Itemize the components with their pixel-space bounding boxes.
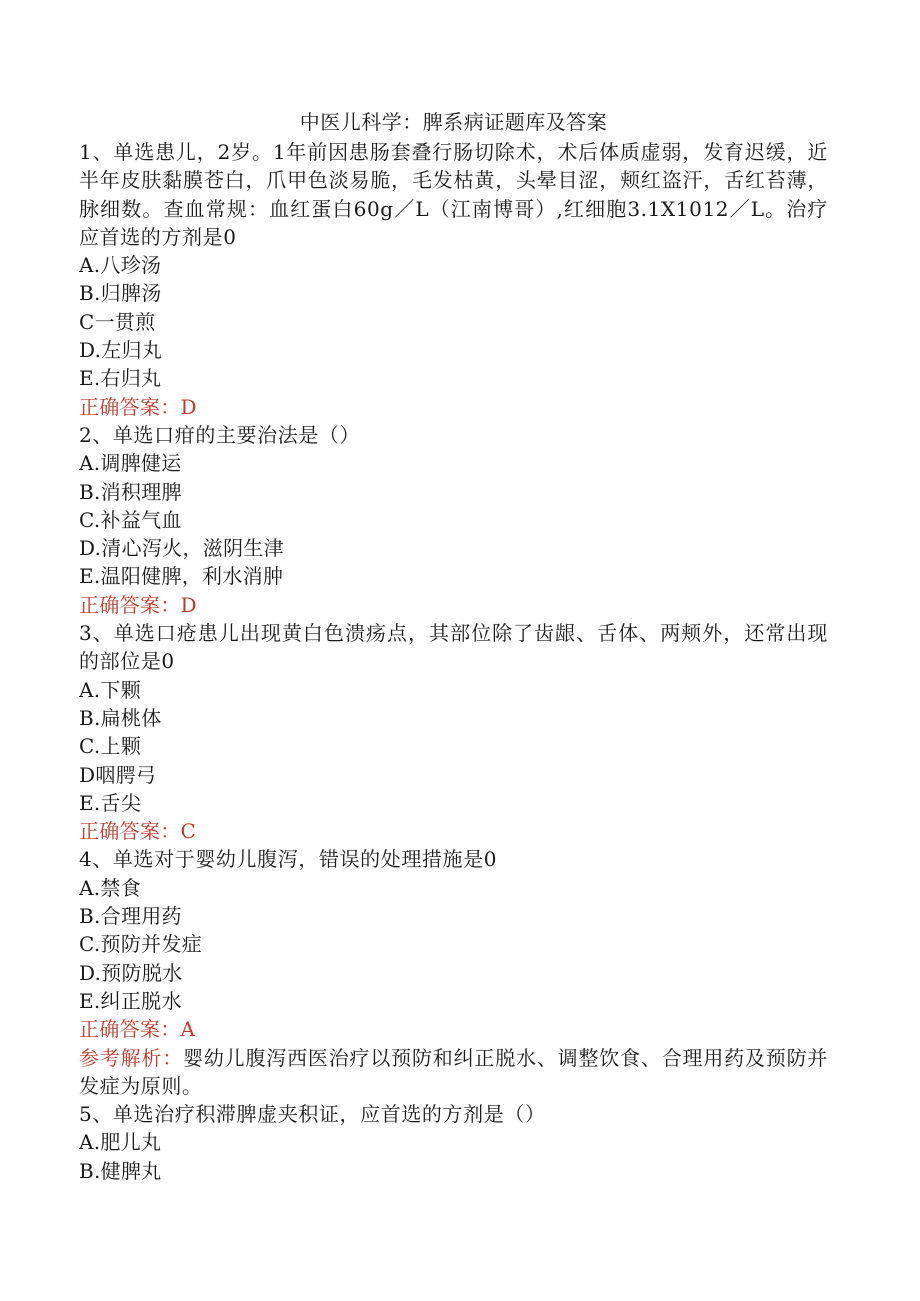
question-3-option-e: E.舌尖 bbox=[79, 790, 142, 815]
question-3-option-c: C.上颗 bbox=[79, 734, 142, 759]
document-title: 中医儿科学：脾系病证题库及答案 bbox=[299, 110, 608, 134]
question-4-option-e: E.纠正脱水 bbox=[79, 988, 182, 1013]
question-1-option-c: C一贯煎 bbox=[79, 309, 156, 334]
answer-label: 正确答案： bbox=[79, 394, 181, 419]
answer-label: 正确答案： bbox=[79, 1017, 181, 1042]
question-1-option-d: D.左归丸 bbox=[79, 338, 163, 363]
question-4-answer bbox=[79, 1015, 828, 1043]
question-1-option-a: A.八珍汤 bbox=[79, 253, 162, 278]
question-3-answer bbox=[79, 817, 828, 845]
question-3-option-b: B.扁桃体 bbox=[79, 705, 162, 730]
answer-label: 正确答案： bbox=[79, 819, 181, 844]
question-5-option-a: A.肥儿丸 bbox=[79, 1130, 162, 1155]
analysis-text: 婴幼儿腹泻西医治疗以预防和纠正脱水、调整饮食、合理用药及预防并发症为原则。 bbox=[79, 1045, 828, 1098]
question-4-option-a: A.禁食 bbox=[79, 875, 142, 900]
question-3-option-a: A.下颗 bbox=[79, 677, 142, 702]
question-2-option-a: A.调脾健运 bbox=[79, 451, 182, 476]
question-1-option-e: E.右归丸 bbox=[79, 366, 162, 391]
answer-label: 正确答案： bbox=[79, 592, 181, 617]
question-5-option-b: B.健脾丸 bbox=[79, 1158, 162, 1183]
question-2-option-d: D.清心泻火，滋阴生津 bbox=[79, 536, 284, 561]
question-1-stem: 1、单选患儿，2岁。1年前因患肠套叠行肠切除术，术后体质虚弱，发育迟缓，近半年皮肤黏膜苍白，爪甲色淡易脆，毛发枯黄，头晕目涩，颊红盗汗，舌红苔薄，脉细数。查血常规：血红蛋白60g／L（江南博哥）,红细胞3.1X1012／L。治疗应首选的方剂是0 bbox=[79, 140, 828, 249]
question-1-option-b: B.归脾汤 bbox=[79, 281, 162, 306]
answer-value: D bbox=[180, 592, 197, 617]
question-4-option-c: C.预防并发症 bbox=[79, 932, 203, 957]
answer-value: A bbox=[180, 1017, 196, 1042]
answer-value: C bbox=[180, 819, 197, 844]
question-2-option-c: C.补益气血 bbox=[79, 507, 182, 532]
question-1-answer bbox=[79, 393, 828, 421]
question-2-stem: 2、单选口疳的主要治法是（） bbox=[79, 422, 361, 447]
question-4-option-d: D.预防脱水 bbox=[79, 960, 183, 985]
analysis-label: 参考解析： bbox=[79, 1045, 184, 1070]
question-3-option-d: D咽腭弓 bbox=[79, 762, 157, 787]
question-2-option-b: B.消积理脾 bbox=[79, 479, 182, 504]
question-2-answer bbox=[79, 591, 828, 619]
question-4-analysis bbox=[79, 1044, 828, 1101]
question-4-option-b: B.合理用药 bbox=[79, 904, 182, 929]
question-4-stem: 4、单选对于婴幼儿腹泻，错误的处理措施是0 bbox=[79, 847, 498, 872]
question-5-stem: 5、单选治疗积滞脾虚夹积证，应首选的方剂是（） bbox=[79, 1102, 546, 1127]
answer-value: D bbox=[180, 394, 197, 419]
question-2-option-e: E.温阳健脾，利水消肿 bbox=[79, 564, 284, 589]
question-3-stem: 3、单选口疮患儿出现黄白色溃疡点，其部位除了齿龈、舌体、两颊外，还常出现的部位是0 bbox=[79, 621, 828, 674]
